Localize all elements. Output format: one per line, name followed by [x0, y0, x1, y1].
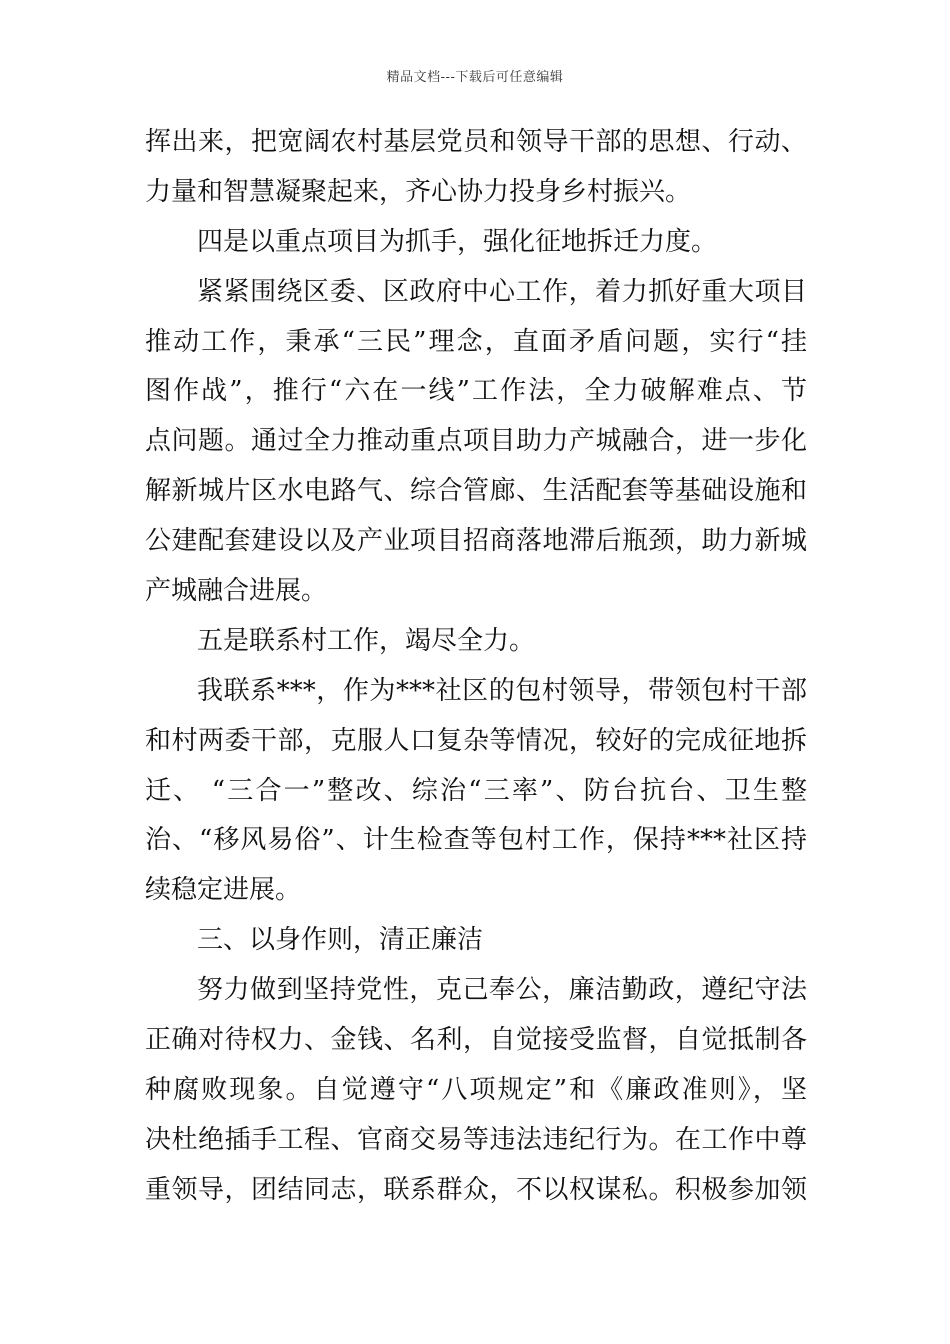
text-line: 解新城片区水电路气、综合管廊、生活配套等基础设施和	[145, 476, 807, 507]
section-heading: 三、以身作则，清正廉洁	[197, 925, 484, 956]
text-line: 力量和智慧凝聚起来，齐心协力投身乡村振兴。	[145, 176, 692, 207]
text-line: 和村两委干部，克服人口复杂等情况，较好的完成征地拆	[145, 725, 807, 756]
text-line: 续稳定进展。	[145, 875, 302, 906]
text-line: 点问题。通过全力推动重点项目助力产城融合，进一步化	[145, 426, 807, 457]
text-line: 产城融合进展。	[145, 576, 328, 607]
text-line: 推动工作，秉承“三民”理念，直面矛盾问题，实行“挂	[145, 326, 807, 357]
text-line: 紧紧围绕区委、区政府中心工作，着力抓好重大项目	[197, 276, 807, 307]
text-line: 决杜绝插手工程、官商交易等违法违纪行为。在工作中尊	[145, 1124, 807, 1155]
text-line: 重领导，团结同志，联系群众，不以权谋私。积极参加领	[145, 1174, 807, 1205]
text-line: 图作战”，推行“六在一线”工作法，全力破解难点、节	[145, 376, 807, 407]
text-line: 努力做到坚持党性，克己奉公，廉洁勤政，遵纪守法	[197, 975, 807, 1006]
text-line: 种腐败现象。自觉遵守“八项规定”和《廉政准则》，坚	[145, 1074, 807, 1105]
text-line: 公建配套建设以及产业项目招商落地滞后瓶颈，助力新城	[145, 526, 807, 557]
document-body	[145, 118, 807, 1216]
text-line: 正确对待权力、金钱、名利，自觉接受监督，自觉抵制各	[145, 1025, 807, 1056]
text-line: 挥出来，把宽阔农村基层党员和领导干部的思想、行动、	[145, 127, 807, 157]
text-line: 我联系***，作为***社区的包村领导，带领包村干部	[197, 675, 807, 706]
text-line: 治、“移风易俗”、计生检查等包村工作，保持***社区持	[145, 825, 807, 856]
section-heading: 四是以重点项目为抓手，强化征地拆迁力度。	[197, 226, 718, 257]
section-heading: 五是联系村工作，竭尽全力。	[197, 625, 536, 656]
document-header: 精品文档---下载后可任意编辑	[386, 70, 564, 85]
text-line: 迁、 “三合一”整改、综治“三率”、防台抗台、卫生整	[145, 775, 807, 806]
